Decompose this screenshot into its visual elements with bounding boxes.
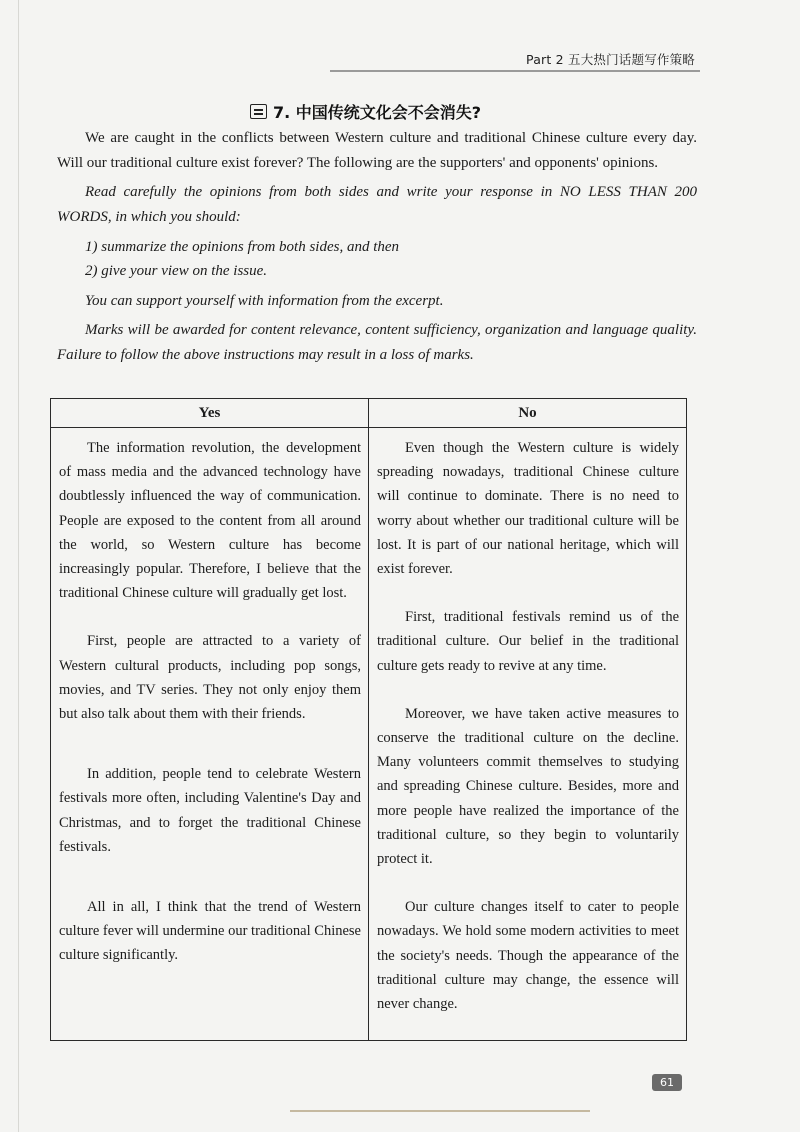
section-title-text: 7. 中国传统文化会不会消失? (273, 103, 482, 122)
page-gutter-edge (18, 0, 19, 1132)
yes-paragraph: The information revolution, the development of mass media and the advanced technology have doubtlessly influenced the way of communication. People are exposed to the content from all around the world, so Western culture has become increasingly popular. Therefore, I believe that the traditional Chinese culture will gradually get lost. (59, 440, 361, 602)
page-number: 61 (652, 1074, 682, 1091)
writing-task-icon (250, 104, 267, 119)
yes-paragraph: In addition, people tend to celebrate Western festivals more often, including Valentine's Day and Christmas, and to forget the traditional Chinese festivals. (59, 766, 361, 855)
no-paragraph: First, traditional festivals remind us of the traditional culture. Our belief in the traditional culture gets ready to revive at any time. (377, 609, 679, 674)
no-paragraph: Even though the Western culture is widely spreading nowadays, traditional Chinese culture will continue to dominate. There is no need to worry about whether our traditional culture will be lost. It is part of our national heritage, which will exist forever. (377, 440, 679, 578)
intro-paragraph: We are caught in the conflicts between Western culture and traditional Chinese culture every day. Will our traditional culture exist forever? The following are the supporters' and opponents' opinions. (57, 130, 697, 171)
no-opinions-cell (369, 428, 687, 1041)
section-title (250, 100, 481, 123)
yes-paragraph: All in all, I think that the trend of Western culture fever will undermine our traditional Chinese culture significantly. (59, 899, 361, 964)
no-paragraph: Moreover, we have taken active measures to conserve the traditional culture on the decline. Many volunteers commit themselves to studying and spreading Chinese culture. Besides, more and more people have realized the importance of the traditional culture, so they begin to voluntarily protect it. (377, 705, 679, 868)
instruction-support: You can support yourself with information from the excerpt. (85, 293, 444, 309)
no-column-header: No (369, 399, 687, 428)
instruction-read: Read carefully the opinions from both sides and write your response in NO LESS THAN 200 WORDS, in which you should: (57, 184, 697, 225)
no-paragraph: Our culture changes itself to cater to people nowadays. We hold some modern activities to meet the society's needs. Though the appearance of the traditional culture may change, the essence will never change. (377, 899, 679, 1013)
opinions-table (50, 398, 687, 1041)
bottom-rule (290, 1110, 590, 1112)
header-rule (330, 70, 700, 72)
instruction-item-2: 2) give your view on the issue. (85, 263, 268, 279)
yes-column-header: Yes (51, 399, 369, 428)
instruction-item-1: 1) summarize the opinions from both sides, and then (85, 239, 400, 255)
instruction-marks: Marks will be awarded for content relevance, content sufficiency, organization and language quality. Failure to follow the above instructions may result in a loss of marks. (57, 322, 697, 363)
running-head: Part 2 五大热门话题写作策略 (526, 52, 695, 67)
yes-opinions-cell (51, 428, 369, 1041)
yes-paragraph: First, people are attracted to a variety of Western cultural products, including pop songs, movies, and TV series. They not only enjoy them but also talk about them with their friends. (59, 633, 361, 723)
